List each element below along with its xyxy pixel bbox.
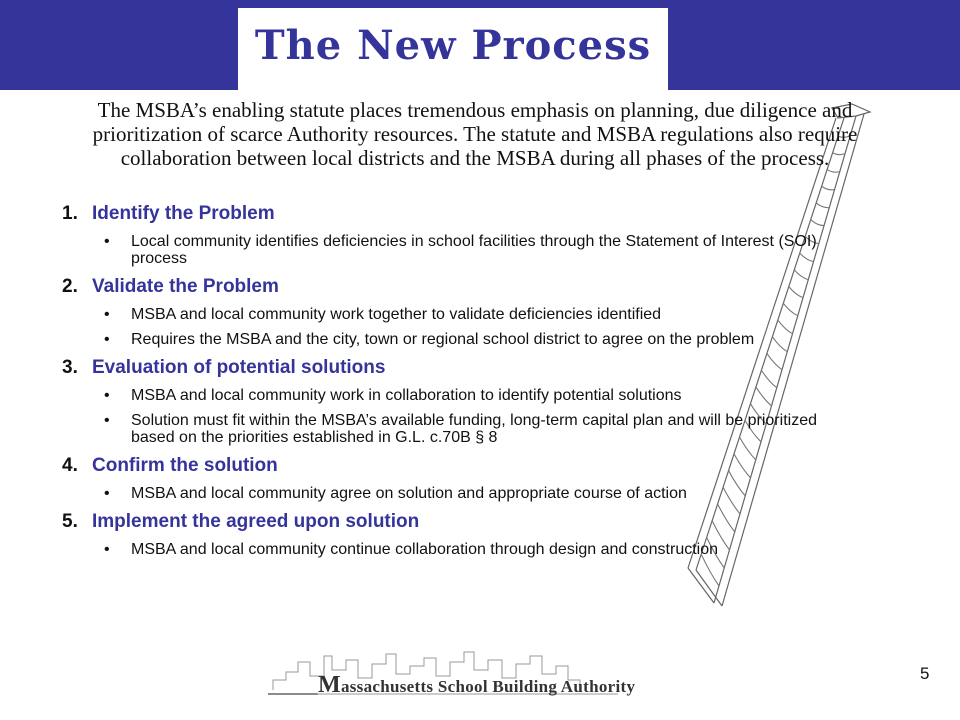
page-number: 5: [920, 664, 930, 683]
step-title: Validate the Problem: [92, 276, 279, 297]
intro-paragraph: The MSBA’s enabling statute places tremendous emphasis on planning, due diligence and prioritization of scarce Authority resources. The statute and MSBA regulations also require collaboration between local districts and the MSBA during all phases of the process.: [92, 98, 858, 170]
slide-title: The New Process: [254, 22, 652, 69]
step-4: [62, 454, 852, 502]
step-number: 3.: [62, 357, 78, 378]
bullet-text: Requires the MSBA and the city, town or regional school district to agree on the problem: [131, 331, 755, 348]
step-number: 5.: [62, 511, 78, 532]
step-title: Confirm the solution: [92, 455, 278, 476]
list-item: [62, 412, 852, 446]
bullet-icon: •: [104, 485, 110, 502]
step-heading: [62, 202, 852, 226]
step-number: 4.: [62, 455, 78, 476]
step-number: 1.: [62, 203, 78, 224]
step-2: [62, 275, 852, 348]
step-title: Evaluation of potential solutions: [92, 357, 386, 378]
bullet-icon: •: [104, 306, 110, 323]
list-item: [62, 541, 852, 558]
bullet-text: MSBA and local community agree on solution and appropriate course of action: [131, 485, 687, 502]
list-item: [62, 306, 852, 323]
bullet-icon: •: [104, 387, 110, 404]
step-5: [62, 510, 852, 558]
list-item: [62, 387, 852, 404]
step-heading: [62, 356, 852, 380]
step-heading: [62, 275, 852, 299]
list-item: [62, 233, 852, 267]
bullet-icon: •: [104, 331, 110, 348]
step-heading: [62, 454, 852, 478]
list-item: [62, 485, 852, 502]
step-3: [62, 356, 852, 446]
step-title: Implement the agreed upon solution: [92, 511, 420, 532]
bullet-text: MSBA and local community work in collaboration to identify potential solutions: [131, 387, 682, 404]
bullet-icon: •: [104, 233, 110, 250]
step-heading: [62, 510, 852, 534]
bullet-text: Solution must fit within the MSBA’s available funding, long-term capital plan and will be prioritized based on the priorities established in G.L. c.70B § 8: [131, 412, 817, 446]
steps-list: [62, 202, 852, 566]
step-title: Identify the Problem: [92, 203, 275, 224]
bullet-icon: •: [104, 541, 110, 558]
organization-logo-text: [318, 672, 635, 699]
list-item: [62, 331, 852, 348]
logo-name: assachusetts School Building Authority: [340, 677, 636, 696]
step-number: 2.: [62, 276, 78, 297]
step-1: [62, 202, 852, 267]
bullet-icon: •: [104, 412, 110, 429]
logo-initial: M: [318, 672, 341, 698]
bullet-text: MSBA and local community work together to validate deficiencies identified: [131, 306, 662, 323]
bullet-text: Local community identifies deficiencies in school facilities through the Statement of Interest (SOI) process: [131, 233, 817, 267]
bullet-text: MSBA and local community continue collaboration through design and construction: [131, 541, 719, 558]
